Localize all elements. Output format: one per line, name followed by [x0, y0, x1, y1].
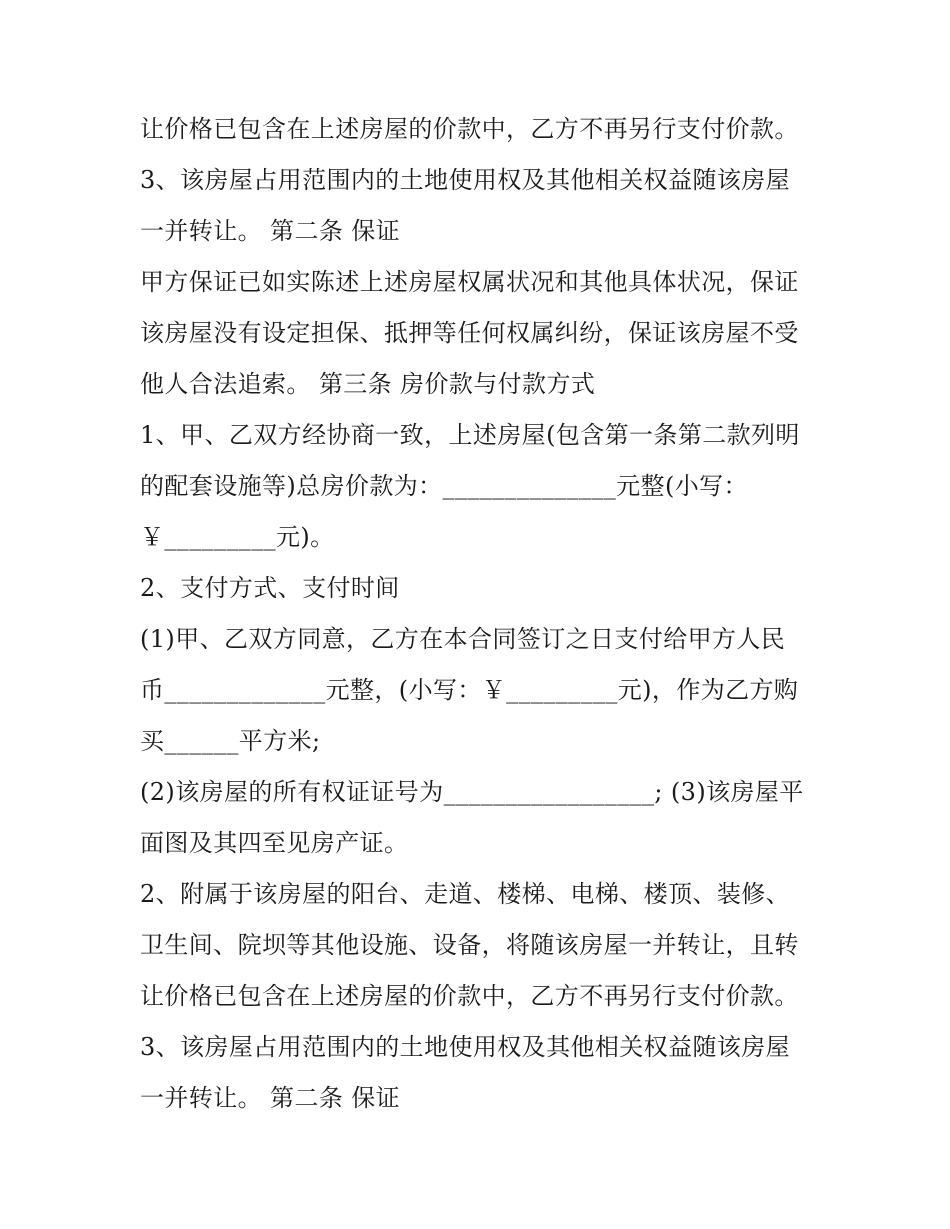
text-line: (2)该房屋的所有权证证号为_________________; (3)该房屋平	[140, 778, 804, 806]
text-line: 2、附属于该房屋的阳台、走道、楼梯、电梯、楼顶、装修、	[140, 880, 791, 908]
text-line: 买______平方米;	[140, 727, 321, 755]
text-line: 2、支付方式、支付时间	[140, 574, 400, 602]
text-line: 一并转让。 第二条 保证	[140, 1084, 401, 1112]
text-line: 币_____________元整，(小写：￥_________元)，作为乙方购	[140, 676, 799, 704]
text-line: 甲方保证已如实陈述上述房屋权属状况和其他具体状况，保证	[140, 268, 799, 296]
text-line: 面图及其四至见房产证。	[140, 829, 409, 857]
text-line: 的配套设施等)总房价款为：______________元整(小写：	[140, 472, 748, 500]
text-line: 3、该房屋占用范围内的土地使用权及其他相关权益随该房屋	[140, 1033, 791, 1061]
document-body	[140, 104, 830, 1124]
text-line: (1)甲、乙双方同意，乙方在本合同签订之日支付给甲方人民	[140, 625, 786, 653]
text-line: 让价格已包含在上述房屋的价款中，乙方不再另行支付价款。	[140, 982, 799, 1010]
text-line: 他人合法追索。 第三条 房价款与付款方式	[140, 370, 596, 398]
text-line: 该房屋没有设定担保、抵押等任何权属纠纷，保证该房屋不受	[140, 319, 799, 347]
text-line: 让价格已包含在上述房屋的价款中，乙方不再另行支付价款。	[140, 115, 799, 143]
text-line: 3、该房屋占用范围内的土地使用权及其他相关权益随该房屋	[140, 166, 791, 194]
text-line: 1、甲、乙双方经协商一致，上述房屋(包含第一条第二款列明	[140, 421, 800, 449]
text-line: 一并转让。 第二条 保证	[140, 217, 401, 245]
text-line: 卫生间、院坝等其他设施、设备，将随该房屋一并转让，且转	[140, 931, 799, 959]
text-line: ￥_________元)。	[140, 523, 335, 551]
